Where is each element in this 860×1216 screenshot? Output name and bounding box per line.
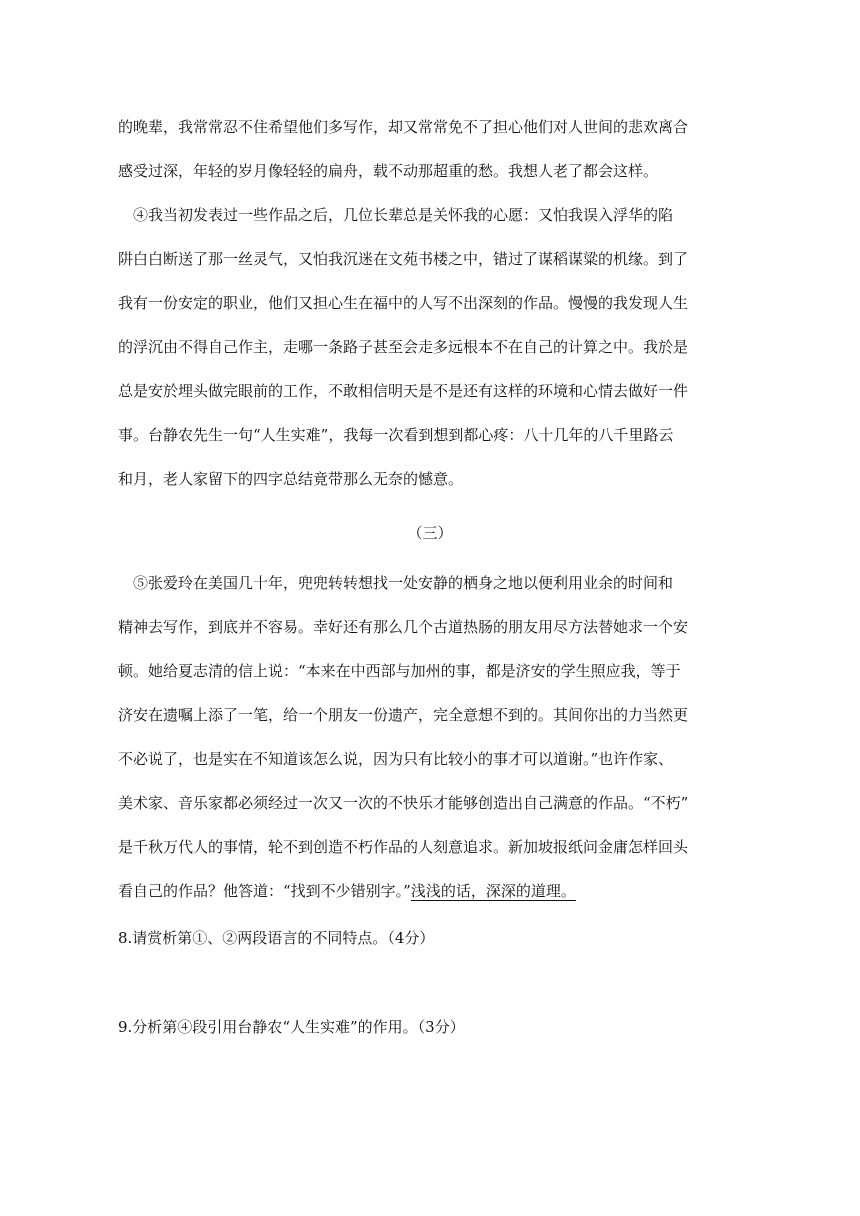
paragraph-5-line: 济安在遗嘱上添了一笔，给一个朋友一份遗产，完全意想不到的。其间你出的力当然更 [118,706,689,724]
paragraph-5-line: 美术家、音乐家都必须经过一次又一次的不快乐才能够创造出自己满意的作品。“不朽” [118,794,689,812]
paragraph-4-line: 阱白白断送了那一丝灵气，又怕我沉迷在文苑书楼之中，错过了谋稻谋粱的机缘。到了 [118,250,689,268]
paragraph-5-line: 不必说了，也是实在不知道该怎么说，因为只有比较小的事才可以道谢。”也许作家、 [118,750,674,768]
section-heading: （三） [407,524,453,542]
paragraph-5-last-line [118,881,576,901]
question-9: 9.分析第④段引用台静农“人生实难”的作用。（3分） [118,1018,465,1036]
question-8: 8.请赏析第①、②两段语言的不同特点。（4分） [118,929,435,947]
paragraph-5-line: 是千秋万代人的事情，轮不到创造不朽作品的人刻意追求。新加坡报纸问金庸怎样回头 [118,838,689,856]
underlined-phrase: 浅浅的话，深深的道理。 [410,882,576,900]
paragraph-4-line: 的浮沉由不得自己作主，走哪一条路子甚至会走多远根本不在自己的计算之中。我於是 [118,338,689,356]
paragraph-5-line: 顿。她给夏志清的信上说：“本来在中西部与加州的事，都是济安的学生照应我，等于 [118,662,681,680]
paragraph-5-line: ⑤张爱玲在美国几十年，兜兜转转想找一处安静的栖身之地以便利用业余的时间和 [133,574,674,592]
paragraph-4-line: 和月，老人家留下的四字总结竟带那么无奈的憾意。 [118,470,464,488]
paragraph-line: 的晚辈，我常常忍不住希望他们多写作，却又常常免不了担心他们对人世间的悲欢离合 [118,118,689,136]
paragraph-4-line: 总是安於埋头做完眼前的工作，不敢相信明天是不是还有这样的环境和心情去做好一件 [118,382,689,400]
paragraph-4-line: 我有一份安定的职业，他们又担心生在福中的人写不出深刻的作品。慢慢的我发现人生 [118,294,689,312]
paragraph-4-line: 事。台静农先生一句“人生实难”，我每一次看到想到都心疼：八十几年的八千里路云 [118,426,674,444]
paragraph-5-last-text: 看自己的作品？他答道：“找到不少错别字。” [118,882,411,900]
paragraph-line: 感受过深，年轻的岁月像轻轻的扁舟，载不动那超重的愁。我想人老了都会这样。 [118,162,659,180]
paragraph-5-line: 精神去写作，到底并不容易。幸好还有那么几个古道热肠的朋友用尽方法替她求一个安 [118,618,689,636]
paragraph-4-line: ④我当初发表过一些作品之后，几位长辈总是关怀我的心愿：又怕我误入浮华的陷 [133,206,674,224]
